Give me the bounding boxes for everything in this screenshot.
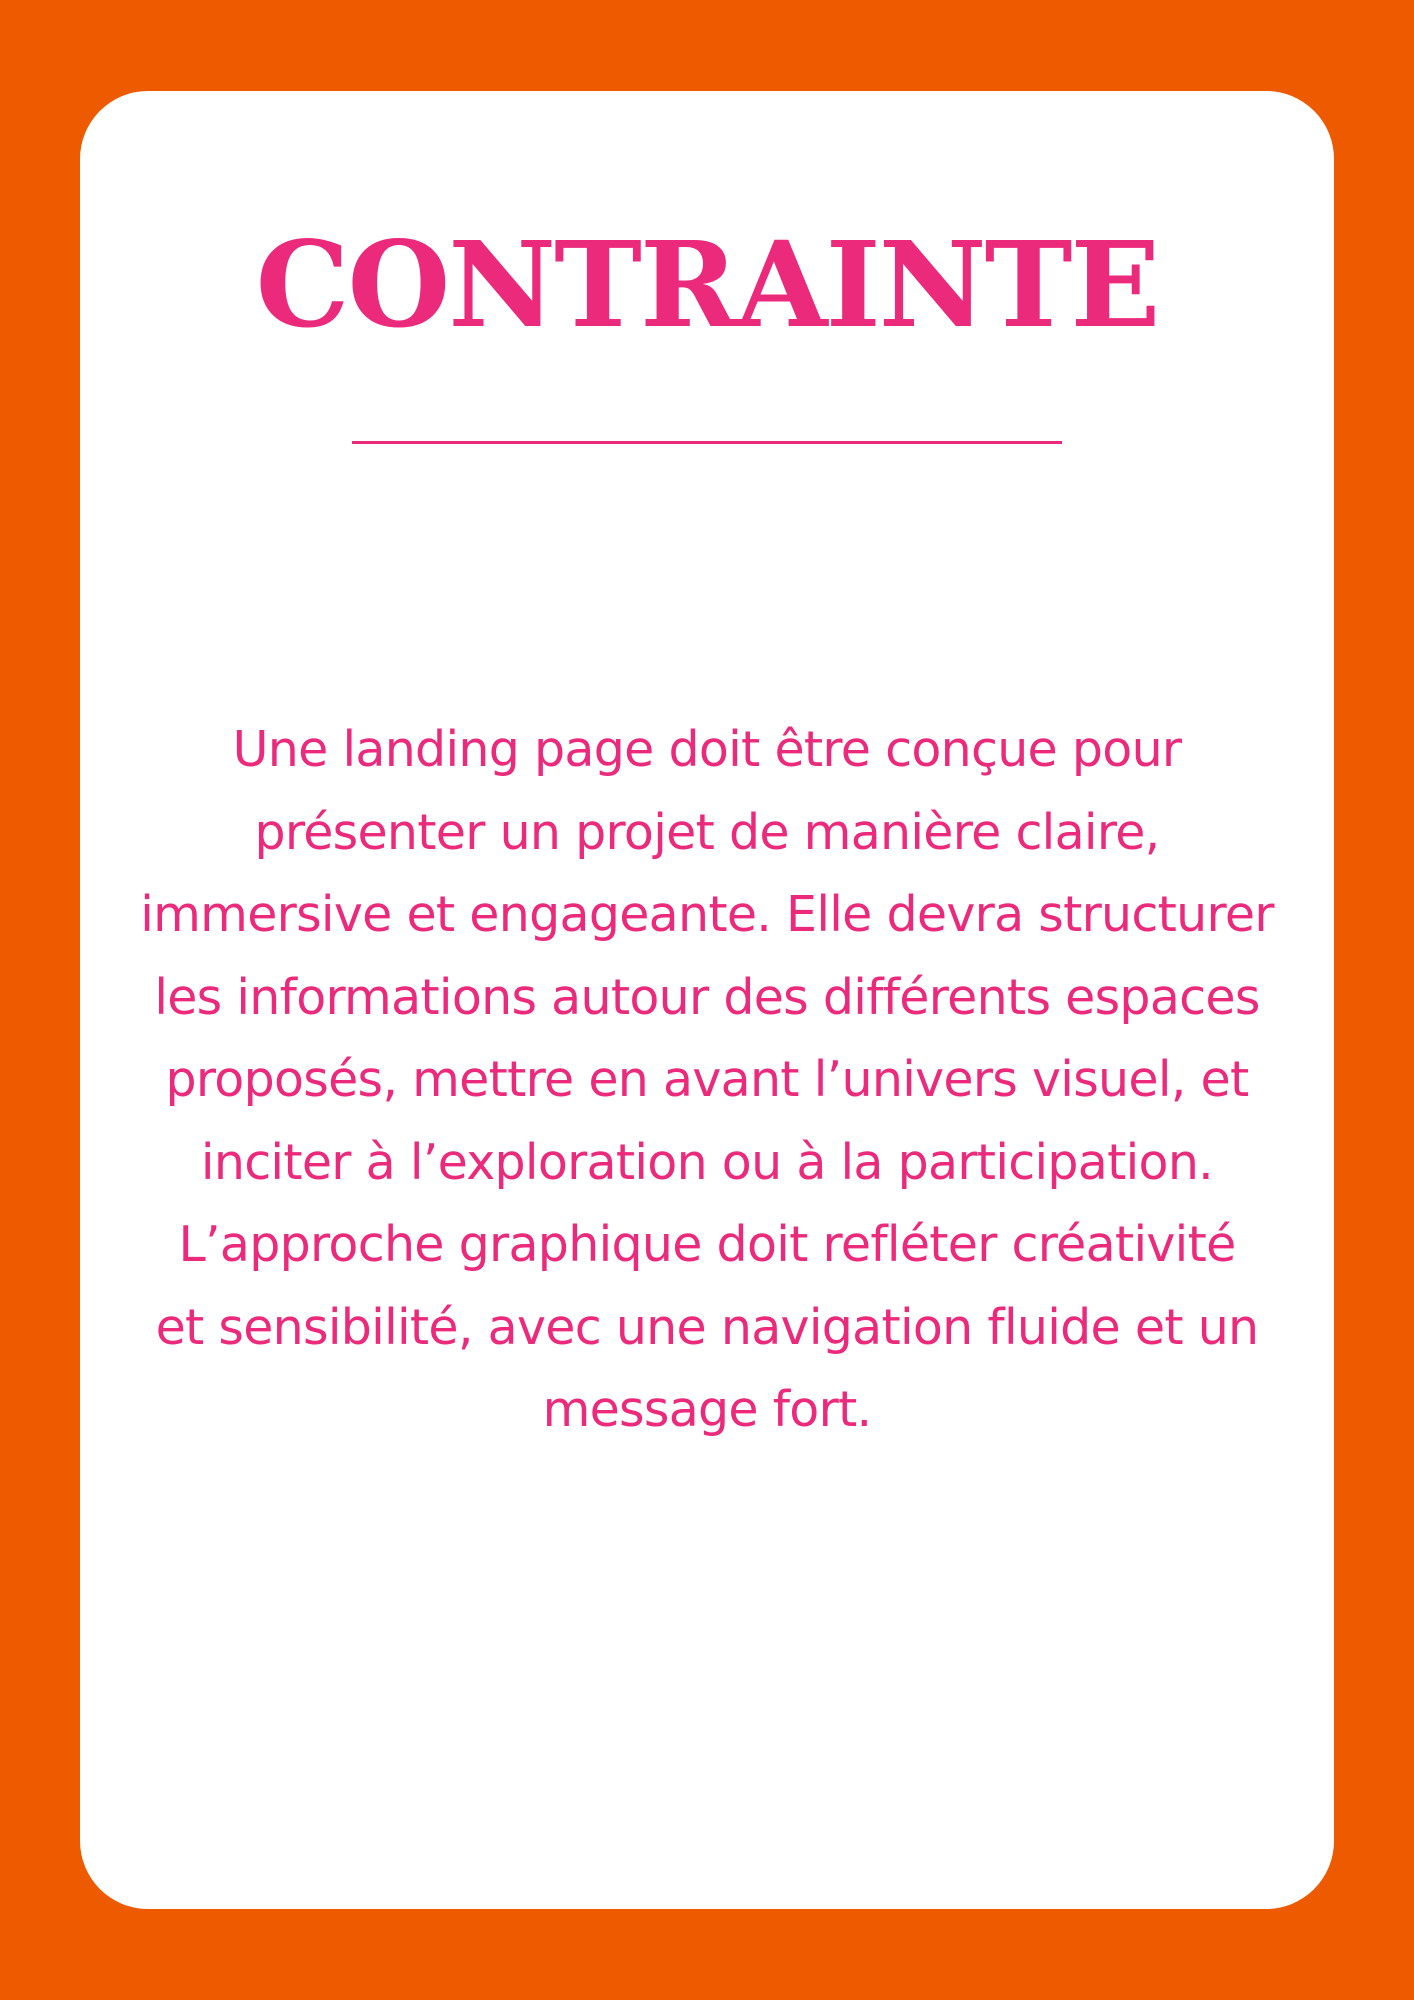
body-line: et sensibilité, avec une navigation fluide et un bbox=[155, 1298, 1259, 1356]
body-line: Une landing page doit être conçue pour bbox=[232, 721, 1182, 778]
body-line: message fort. bbox=[542, 1381, 872, 1438]
card-title: CONTRAINTE bbox=[255, 215, 1159, 354]
body-line: L’approche graphique doit refléter créativité bbox=[178, 1216, 1236, 1273]
title-divider bbox=[352, 441, 1062, 444]
body-line: immersive et engageante. Elle devra structurer bbox=[140, 886, 1274, 943]
body-line: les informations autour des différents espaces bbox=[154, 968, 1260, 1026]
card-body-text bbox=[102, 709, 1312, 1452]
body-line: présenter un projet de manière claire, bbox=[254, 803, 1160, 861]
body-line: proposés, mettre en avant l’univers visuel, et bbox=[165, 1051, 1249, 1108]
body-line: inciter à l’exploration ou à la participation. bbox=[200, 1133, 1214, 1191]
